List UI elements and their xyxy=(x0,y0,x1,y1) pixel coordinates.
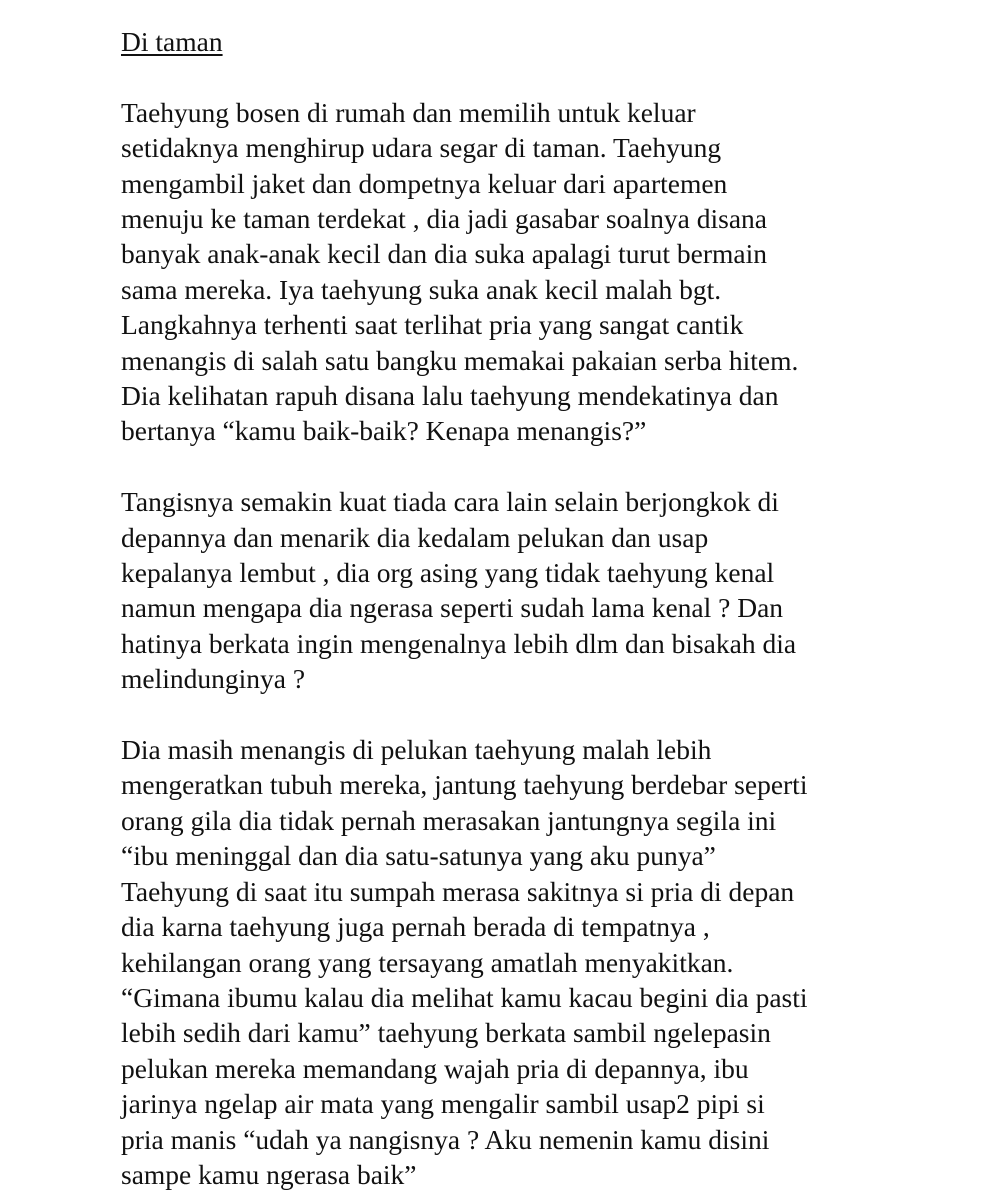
text-line: pelukan mereka memandang wajah pria di depannya, ibu xyxy=(121,1052,749,1084)
text-line: mengambil jaket dan dompetnya keluar dari apartemen xyxy=(121,167,728,199)
text-line: Tangisnya semakin kuat tiada cara lain selain berjongkok di xyxy=(121,486,779,518)
text-line: orang gila dia tidak pernah merasakan jantungnya segila ini xyxy=(121,804,777,836)
text-line: depannya dan menarik dia kedalam pelukan dan usap xyxy=(121,521,709,553)
text-line: menuju ke taman terdekat , dia jadi gasabar soalnya disana xyxy=(121,203,768,235)
document-title: Di taman xyxy=(121,26,223,57)
text-line: namun mengapa dia ngerasa seperti sudah lama kenal ? Dan xyxy=(121,592,784,624)
text-line: setidaknya menghirup udara segar di taman. Taehyung xyxy=(121,132,722,164)
text-line: kehilangan orang yang tersayang amatlah menyakitkan. xyxy=(121,946,734,978)
text-line: Taehyung bosen di rumah dan memilih untuk keluar xyxy=(121,96,696,128)
text-line: kepalanya lembut , dia org asing yang tidak taehyung kenal xyxy=(121,557,775,589)
text-line: pria manis “udah ya nangisnya ? Aku nemenin kamu disini xyxy=(121,1123,770,1155)
text-line: dia karna taehyung juga pernah berada di tempatnya , xyxy=(121,911,710,943)
text-line: sama mereka. Iya taehyung suka anak kecil malah bgt. xyxy=(121,273,722,305)
text-line: banyak anak-anak kecil dan dia suka apalagi turut bermain xyxy=(121,238,767,270)
text-line: “Gimana ibumu kalau dia melihat kamu kacau begini dia pasti xyxy=(121,981,808,1013)
text-line: Taehyung di saat itu sumpah merasa sakitnya si pria di depan xyxy=(121,875,795,907)
paragraph-1 xyxy=(121,95,981,449)
text-line: jarinya ngelap air mata yang mengalir sambil usap2 pipi si xyxy=(121,1088,765,1120)
text-line: mengeratkan tubuh mereka, jantung taehyung berdebar seperti xyxy=(121,769,808,801)
text-line: “ibu meninggal dan dia satu-satunya yang aku punya” xyxy=(121,840,716,872)
text-line: lebih sedih dari kamu” taehyung berkata sambil ngelepasin xyxy=(121,1017,771,1049)
text-line: Dia masih menangis di pelukan taehyung malah lebih xyxy=(121,734,712,766)
document-body xyxy=(121,24,981,1192)
text-line: Langkahnya terhenti saat terlihat pria yang sangat cantik xyxy=(121,309,744,341)
paragraph-2 xyxy=(121,484,981,696)
text-line: sampe kamu ngerasa baik” xyxy=(121,1158,417,1190)
paragraph-3 xyxy=(121,732,981,1192)
text-line: hatinya berkata ingin mengenalnya lebih dlm dan bisakah dia xyxy=(121,627,797,659)
text-line: melindunginya ? xyxy=(121,663,306,695)
text-line: bertanya “kamu baik-baik? Kenapa menangis?” xyxy=(121,415,647,447)
text-line: Dia kelihatan rapuh disana lalu taehyung mendekatinya dan xyxy=(121,380,779,412)
text-line: menangis di salah satu bangku memakai pakaian serba hitem. xyxy=(121,344,799,376)
